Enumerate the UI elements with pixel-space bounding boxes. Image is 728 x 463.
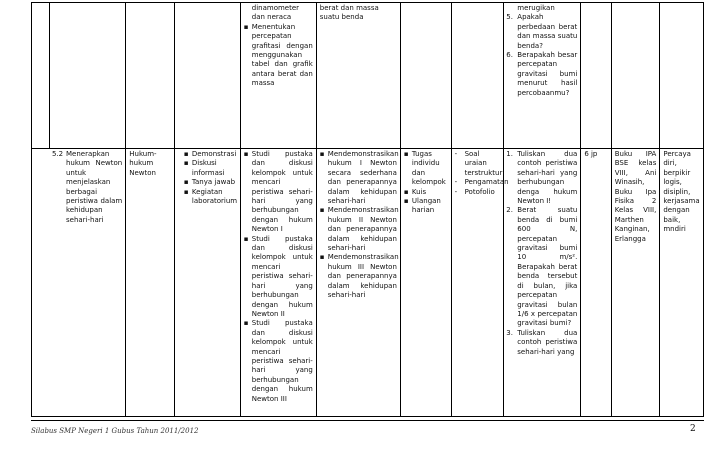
table-row-kd-5-2 [32, 149, 704, 417]
bentuk-item [455, 150, 501, 178]
cell-kompetensi-dasar [32, 149, 126, 417]
karakter-text: Percaya diri, berpikir logis, disiplin, kerjasama dengan baik, mndiri [663, 150, 700, 234]
table-row-continued [32, 3, 704, 149]
cell-kegiatan [174, 149, 240, 417]
bentuk-text: Soal uraian terstruktur [464, 150, 503, 177]
instrumen-pre: merugikan [517, 4, 555, 12]
instrumen-num: 5. [506, 13, 513, 22]
bentuk-item [454, 178, 509, 187]
instrumen-num: 2. [506, 206, 513, 215]
kegiatan-item: ▪ Tanya jawab [192, 178, 237, 187]
cell-teknik-penilaian [400, 149, 451, 417]
cell-karakter [660, 149, 704, 417]
kegiatan-studi-item: ▪ Studi pustaka dan diskusi kelompok untuk mencari peristiwa sehari-hari yang berhubungan dengan hukum Newton III [252, 319, 313, 404]
indikator-item: ▪ Mendemonstrasikan hukum II Newton dan penerapannya dalam kehidupan sehari-hari [328, 206, 397, 253]
materi-line: dinamometer [251, 4, 300, 12]
bentuk-dash: - [454, 178, 458, 187]
footer-divider [31, 420, 704, 421]
teknik-item: ▪ Kuis [412, 188, 448, 197]
cell-empty [126, 3, 175, 149]
cell-empty [581, 3, 611, 149]
instrumen-text: Berat suatu benda di bumi 600 N, percepatan gravitasi bumi 10 m/s². Berapakah berat benda tersebut di bulan, jika percepatan gravitasi bulan 1/6 x percepatan gravitasi bumi? [517, 206, 578, 328]
materi-line: dan neraca [251, 13, 292, 22]
cell-contoh-instrumen [504, 149, 581, 417]
instrumen-num: 3. [506, 328, 513, 337]
instrumen-text: Tuliskan dua contoh peristiwa sehari-hari yang [517, 328, 578, 356]
indikator-item: ▪ Mendemonstrasikan hukum III Newton dan penerapannya dalam kehidupan sehari-hari [328, 253, 397, 300]
cell-empty [32, 3, 50, 149]
bentuk-text: Pengamatan [464, 178, 509, 187]
instrumen-text: Tuliskan dua contoh peristiwa sehari-hari yang berhubungan denga hukum Newton I! [517, 150, 578, 206]
cell-bentuk-instrumen [451, 149, 509, 417]
instrumen-item [506, 206, 578, 328]
footer-text: Silabus SMP Negeri 1 Gubus Tahun 2011/2012 [31, 427, 199, 435]
cell-empty [50, 3, 126, 149]
sumber-text: Buku IPA BSE kelas VIII, Ani Winasih, Buku Ipa Fisika 2 Kelas VIII, Marthen Kanginan, Erlangga [614, 150, 657, 243]
cell-indikator-continued [316, 3, 400, 149]
instrumen-num: 6. [506, 51, 513, 60]
cell-empty [451, 3, 504, 149]
indikator-line: berat dan massa [319, 4, 379, 12]
cell-empty [660, 3, 704, 149]
cell-kegiatan-pembelajaran [240, 149, 316, 417]
kegiatan-item: ▪ Demonstrasi [192, 150, 237, 159]
instrumen-item [506, 13, 578, 51]
bentuk-dash: - [454, 187, 458, 196]
instrumen-num: 1. [506, 150, 513, 158]
kd-block [52, 150, 122, 225]
kegiatan-item: ▪ Diskusi informasi [192, 159, 237, 178]
kd-text: Menerapkan hukum Newton untuk menjelaskan berbagai peristiwa dalam kehidupan sehari-hari [66, 150, 123, 224]
instrumen-text: Berapakah besar percepatan gravitasi bumi menurut hasil percobaanmu? [517, 51, 578, 97]
kegiatan-studi-item: ▪ Studi pustaka dan diskusi kelompok untuk mencari peristiwa sehari-hari yang berhubungan dengan hukum Newton II [252, 235, 313, 320]
kegiatan-item: ▪ Kegiatan laboratorium [192, 188, 237, 207]
cell-empty [400, 3, 451, 149]
bentuk-dash: - [454, 150, 458, 158]
teknik-item: ▪ Tugas individu dan kelompok [412, 150, 448, 188]
instrumen-item [506, 328, 578, 357]
cell-empty [611, 3, 660, 149]
indikator-item: ▪ Mendemonstrasikan hukum I Newton secara sederhana dan penerapannya dalam kehidupan sehari-hari [328, 150, 397, 206]
cell-materi-continued [240, 3, 316, 149]
alokasi-text: 6 jp [584, 150, 598, 158]
cell-materi [126, 149, 175, 417]
kegiatan-bullet: ▪ Menentukan percepatan grafitasi dengan menggunakan tabel dan grafik antara berat dan massa [252, 23, 313, 89]
instrumen-item [506, 150, 578, 206]
syllabus-table [31, 2, 704, 417]
materi-text: Hukum-hukum Newton [129, 150, 157, 177]
cell-instrumen-continued [504, 3, 581, 149]
page-number: 2 [690, 424, 696, 434]
teknik-item: ▪ Ulangan harian [412, 197, 448, 216]
indikator-line: suatu benda [319, 13, 364, 22]
bentuk-item [455, 188, 501, 197]
instrumen-item [506, 51, 578, 98]
instrumen-text: Apakah perbedaan berat dan massa suatu benda? [517, 13, 578, 50]
kd-number: 5.2 [52, 150, 64, 158]
cell-empty [174, 3, 240, 149]
cell-indikator [316, 149, 400, 417]
kegiatan-studi-item: ▪ Studi pustaka dan diskusi kelompok untuk mencari peristiwa sehari-hari yang berhubungan dengan hukum Newton I [252, 150, 313, 235]
cell-alokasi-waktu [581, 149, 611, 417]
bentuk-text: Potofolio [464, 187, 495, 196]
cell-sumber-belajar [611, 149, 660, 417]
